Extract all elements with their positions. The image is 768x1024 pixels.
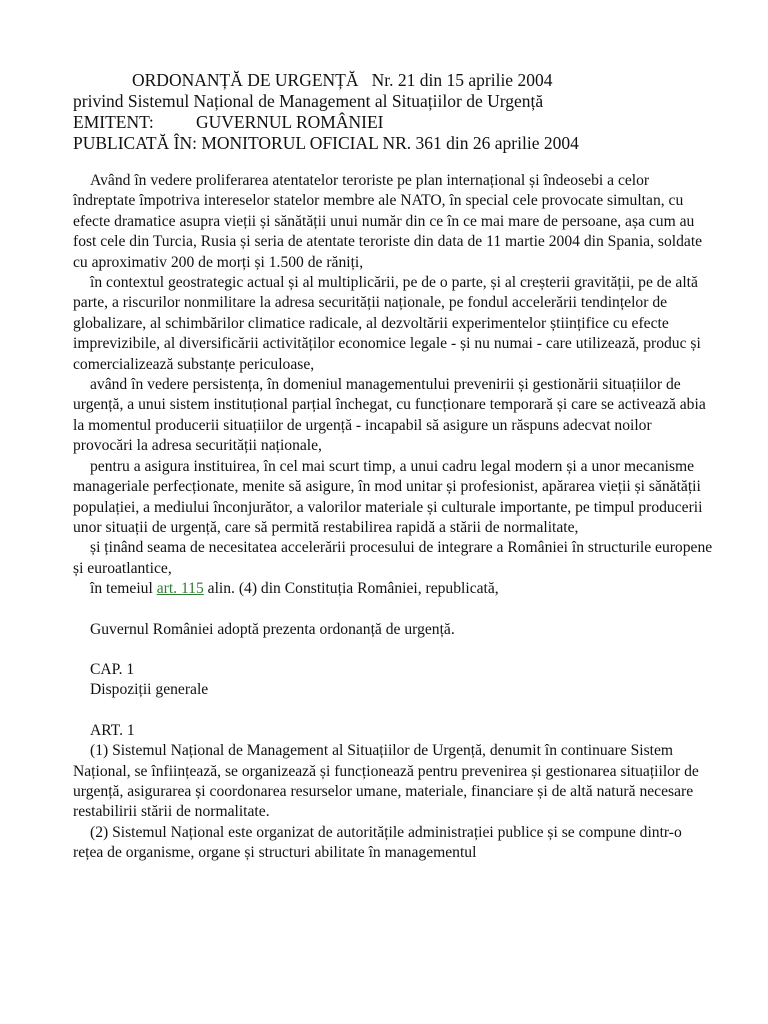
adoption-statement: Guvernul României adoptă prezenta ordonanță de urgență. xyxy=(90,620,455,638)
publication-label: PUBLICATĂ ÎN: xyxy=(73,133,197,153)
document-page xyxy=(73,70,713,864)
preamble-paragraph: având în vedere persistența, în domeniul managementului prevenirii și gestionării situațiilor de urgență, a unui sistem instituțional parțial închegat, cu funcționare temporară și care se activează abia la momentul producerii situațiilor de urgență - incapabil să asigure un răspuns adecvat noilor provocări la adresa securității naționale, xyxy=(73,376,706,455)
article-paragraph: (1) Sistemul Național de Management al Situațiilor de Urgență, denumit în continuare Sistem Național, se înființează, se organizează și funcționează pentru prevenirea și gestionarea situațiilor de urgență, asigurarea și coordonarea resurselor umane, materiale, financiare și de altă natură necesare restabilirii stării de normalitate. xyxy=(73,742,699,821)
legal-basis-suffix: alin. (4) din Constituția României, republicată, xyxy=(203,580,499,598)
spacer xyxy=(73,600,713,620)
constitution-article-link[interactable]: art. 115 xyxy=(156,580,204,598)
publication-line xyxy=(73,133,713,154)
document-header xyxy=(73,70,713,154)
ordinance-number: Nr. 21 din 15 aprilie 2004 xyxy=(371,70,553,90)
preamble-paragraph: și ținând seama de necesitatea accelerării procesului de integrare a României în structurile europene și euroatlantice, xyxy=(73,539,713,577)
article-label: ART. 1 xyxy=(90,721,135,739)
ordinance-title: ORDONANȚĂ DE URGENȚĂ xyxy=(132,70,359,90)
preamble-paragraph: Având în vedere proliferarea atentatelor teroriste pe plan internațional și îndeosebi a celor îndreptate împotriva intereselor statelor membre ale NATO, în special cele provocate simultan, cu efecte dramatice asupra vieții și sănătății unui număr din ce în ce mai mare de persoane, așa cum au fost cele din Turcia, Rusia și seria de atentate teroriste din data de 11 martie 2004 din Spania, soldate cu aproximativ 200 de morți și 1.500 de răniți, xyxy=(73,172,703,271)
spacer xyxy=(73,640,713,660)
chapter-label: CAP. 1 xyxy=(90,660,135,678)
ordinance-title-line xyxy=(73,70,713,91)
legal-basis-paragraph xyxy=(73,579,713,599)
issuer-value: GUVERNUL ROMÂNIEI xyxy=(196,112,384,132)
chapter-title: Dispoziții generale xyxy=(90,681,209,699)
issuer-line xyxy=(73,112,713,133)
ordinance-subject: privind Sistemul Național de Management al Situațiilor de Urgență xyxy=(73,91,544,111)
legal-basis-prefix: în temeiul xyxy=(90,580,157,598)
publication-value: MONITORUL OFICIAL NR. 361 din 26 aprilie 2004 xyxy=(201,133,579,153)
document-body xyxy=(73,171,713,864)
preamble-paragraph: în contextul geostrategic actual și al multiplicării, pe de o parte, și al creșterii gravității, pe de altă parte, a riscurilor nonmilitare la adresa securității naționale, pe fondul accelerării tendințelor de globalizare, al schimbărilor climatice radicale, al dezvoltării experimentelor științifice cu efecte imprevizibile, al diversificării activităților economice legale - și nu numai - care utilizează, produc și comercializează substanțe periculoase, xyxy=(73,274,701,373)
issuer-label: EMITENT: xyxy=(73,112,154,132)
preamble-paragraph: pentru a asigura instituirea, în cel mai scurt timp, a unui cadru legal modern și a unor mecanisme manageriale perfecționate, menite să asigure, în mod unitar și profesionist, apărarea vieții și sănătății populației, a mediului înconjurător, a valorilor materiale și culturale importante, pe timpul producerii unor situații de urgență, care să permită restabilirea rapidă a stării de normalitate, xyxy=(73,457,703,536)
article-paragraph: (2) Sistemul Național este organizat de autoritățile administrației publice și se compune dintr-o rețea de organisme, organe și structuri abilitate în managementul xyxy=(73,823,682,862)
spacer xyxy=(73,701,713,721)
